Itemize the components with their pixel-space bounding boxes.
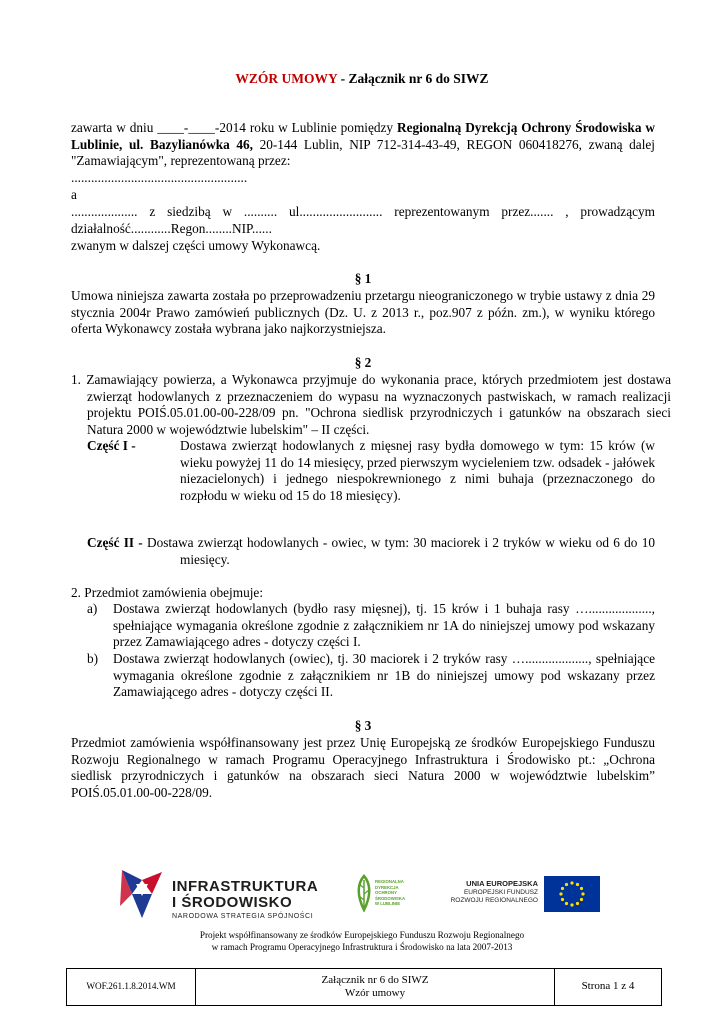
- infra-line-1: INFRASTRUKTURA: [172, 878, 319, 895]
- intro-dots: .....................................................: [71, 170, 248, 185]
- cofinancing-line-2: w ramach Programu Operacyjnego Infrastruktura i Środowisko na lata 2007-2013: [211, 941, 513, 952]
- section-1-text: Umowa niniejsza zawarta została po przeprowadzeniu przetargu nieograniczonego w trybie ustawy z dnia 29 stycznia 2004r Prawo zamówień publicznych (Dz. U. z 2013 r., poz.907 z późn. zm.), w wyniku którego oferta Wykonawcy została wybrana jako najkorzystniejsza.: [71, 288, 655, 337]
- item-b-text: Dostawa zwierząt hodowlanych (owiec), tj. 30 maciorek i 2 tryków rasy …..................., spełniające wymagania określone zgodnie z załącznikiem nr 1B do niniejszej umowy pod wskazany przez Zamawiającego adres - dotyczy części II.: [113, 651, 655, 700]
- title-red: WZÓR UMOWY: [235, 71, 338, 86]
- footer-reference: WOF.261.1.8.2014.WM: [67, 969, 196, 1005]
- intro-paragraph: [71, 120, 655, 170]
- rdos-line-4: ŚRODOWISKA: [375, 895, 406, 901]
- eu-logo: [440, 876, 600, 910]
- intro-dzialalnosc-line: działalność............Regon........NIP......: [71, 221, 272, 236]
- rdos-line-2: DYREKCJA: [375, 884, 399, 890]
- cofinancing-note: [0, 930, 724, 953]
- title-rest: - Załącznik nr 6 do SIWZ: [337, 71, 489, 86]
- leaf-icon: [355, 874, 373, 912]
- intro-wykonawca-line: zwanym w dalszej części umowy Wykonawcą.: [71, 238, 321, 253]
- rdos-line-5: W LUBLINIE: [375, 901, 401, 907]
- intro-siedziba-line: .................... z siedzibą w .......... ul......................... reprezentowanym przez....... , prowadzącym: [71, 204, 655, 219]
- page-footer: [66, 968, 662, 1006]
- item-a-marker: a): [87, 601, 98, 616]
- infra-line-2: I ŚRODOWISKO: [172, 894, 293, 911]
- section-2-item-b: [87, 651, 655, 701]
- item-b-marker: b): [87, 651, 99, 666]
- part-1-text-box: [87, 438, 655, 504]
- cofinancing-line-1: Projekt współfinansowany ze środków Europejskiego Funduszu Rozwoju Regionalnego: [199, 930, 525, 940]
- footer-center-line-2: Wzór umowy: [344, 987, 406, 999]
- intro-text-c: 20-144 Lublin, NIP 712-314-43-49, REGON 060418276, zwaną dalej "Zamawiającym", reprezentowaną przez:: [71, 136, 655, 169]
- item-a-text: Dostawa zwierząt hodowlanych (bydło rasy mięsnej), tj. 15 krów i 1 buhaja rasy …..................., spełniające wymagania określone zgodnie z załącznikiem nr 1A do niniejszej umowy pod wskazany przez Zamawiającego adres - dotyczy części I.: [113, 601, 655, 650]
- rdos-logo: [355, 874, 410, 914]
- intro-a: a: [71, 187, 77, 202]
- section-2-point-1: 1. Zamawiający powierza, a Wykonawca przyjmuje do wykonania prace, których przedmiotem jest dostawa zwierząt hodowlanych z przeznaczeniem do wypasu na wyznaczonych pastwiskach, w ramach realizacji projektu POIŚ.05.01.00-00-228/09 pn. "Ochrona siedlisk przyrodniczych i gatunków na obszarach sieci Natura 2000 w województwie lubelskim" – II części.: [71, 372, 671, 437]
- infra-line-3: NARODOWA STRATEGIA SPÓJNOŚCI: [172, 913, 314, 920]
- part-1-text: Dostawa zwierząt hodowlanych z mięsnej rasy bydła domowego w tym: 15 krów (w wieku powyżej 11 do 14 miesięcy, przed pierwszym wycieleniem tzw. odsadek - jałówek niezacielonych) i jednego niespokrewnionego z nimi buhaja (przeznaczonego do rozpłodu w wieku od 15 do 18 miesięcy).: [180, 438, 655, 503]
- section-3-text: Przedmiot zamówienia współfinansowany jest przez Unię Europejską ze środków Europejskiego Funduszu Rozwoju Regionalnego w ramach Programu Operacyjnego Infrastruktura i Środowisko pt.: „Ochrona siedlisk przyrodniczych i gatunków na obszarach sieci Natura 2000 w województwie lubelskim” POIŚ.05.01.00-00-228/09.: [71, 735, 655, 800]
- section-2-heading: § 2: [354, 355, 372, 370]
- footer-center: [196, 969, 555, 1005]
- infrastruktura-logo: [118, 866, 328, 926]
- part-2-label: Część II -: [87, 535, 143, 550]
- part-2-paragraph: [87, 535, 655, 568]
- rdos-line-1: REGIONALNA: [375, 879, 404, 884]
- section-1-heading: § 1: [354, 271, 372, 286]
- rdos-text: [375, 879, 405, 907]
- eu-flag-icon: [544, 876, 600, 912]
- footer-page-number: Strona 1 z 4: [581, 980, 635, 993]
- footer-center-line-1: Załącznik nr 6 do SIWZ: [321, 973, 429, 986]
- rdos-line-3: OCHRONY: [375, 890, 397, 896]
- eu-line-2: EUROPEJSKI FUNDUSZ: [463, 889, 538, 896]
- section-3-heading: § 3: [354, 718, 372, 733]
- section-2-part-2: [87, 535, 655, 568]
- intro-party-name: Regionalną Dyrekcją Ochrony Środowiska w Lublinie, ul. Bazylianówka 46,: [71, 120, 655, 152]
- infrastruktura-emblem-icon: [118, 866, 166, 922]
- section-2-item-a: [87, 601, 655, 651]
- eu-line-3: ROZWOJU REGIONALNEGO: [450, 897, 538, 904]
- part-1-label: Część I -: [87, 438, 136, 453]
- eu-line-1: UNIA EUROPEJSKA: [466, 879, 538, 888]
- part-2-text: Dostawa zwierząt hodowlanych - owiec, w tym: 30 maciorek i 2 tryków w wieku od 6 do 10 miesięcy.: [142, 535, 655, 567]
- section-2-point-2: 2. Przedmiot zamówienia obejmuje:: [71, 585, 264, 600]
- document-title: [0, 71, 724, 88]
- intro-text-a: zawarta w dniu ____-____-2014 roku w Lublinie pomiędzy: [71, 120, 397, 135]
